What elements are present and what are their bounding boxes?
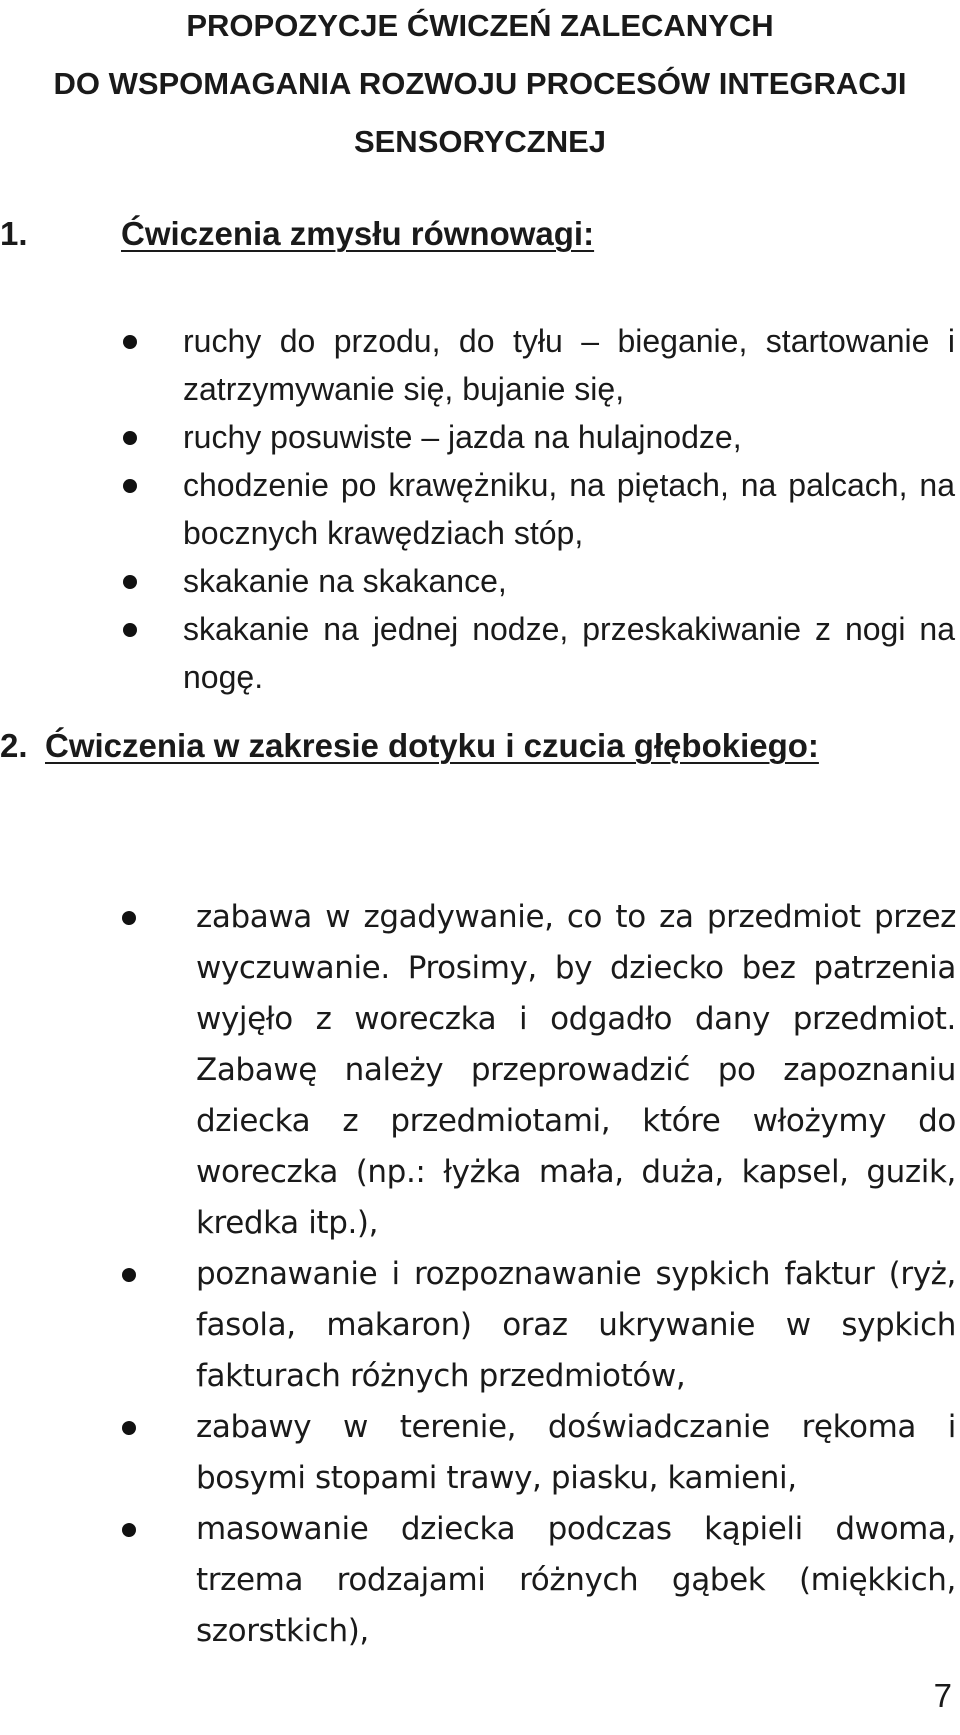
section-1-list [183, 317, 955, 701]
section-2-list [196, 892, 956, 1657]
bullet-icon [123, 623, 137, 637]
list-item [196, 892, 956, 1249]
list-item-text: ruchy posuwiste – jazda na hulajnodze, [183, 419, 742, 455]
document-title-line-3: SENSORYCZNEJ [353, 124, 607, 159]
section-1-number: 1. [0, 215, 28, 252]
list-item-text: skakanie na skakance, [183, 563, 507, 599]
document-title-line-2: DO WSPOMAGANIA ROZWOJU PROCESÓW INTEGRACJI [53, 66, 907, 101]
list-item [196, 1504, 956, 1657]
list-item [183, 557, 955, 605]
list-item-text: poznawanie i rozpoznawanie sypkich faktur (ryż, fasola, makaron) oraz ukrywanie w sypkich fakturach różnych przedmiotów, [196, 1256, 956, 1394]
list-item [196, 1402, 956, 1504]
list-item-text: masowanie dziecka podczas kąpieli dwoma, trzema rodzajami różnych gąbek (miękkich, szorstkich), [196, 1511, 956, 1649]
bullet-icon [122, 1523, 136, 1537]
bullet-icon [123, 479, 137, 493]
list-item [183, 605, 955, 701]
list-item-text: chodzenie po krawężniku, na piętach, na palcach, na bocznych krawędziach stóp, [183, 467, 955, 551]
bullet-icon [123, 431, 137, 445]
page-number: 7 [933, 1677, 952, 1714]
list-item-text: ruchy do przodu, do tyłu – bieganie, startowanie i zatrzymywanie się, bujanie się, [183, 323, 955, 407]
document-title-line-1: PROPOZYCJE ĆWICZEŃ ZALECANYCH [186, 8, 774, 43]
list-item [196, 1249, 956, 1402]
list-item-text: zabawy w terenie, doświadczanie rękoma i bosymi stopami trawy, piasku, kamieni, [196, 1409, 956, 1496]
bullet-icon [122, 1268, 136, 1282]
bullet-icon [122, 1421, 136, 1435]
list-item [183, 317, 955, 413]
section-2-title: Ćwiczenia w zakresie dotyku i czucia głębokiego: [45, 727, 819, 764]
list-item [183, 461, 955, 557]
bullet-icon [123, 335, 137, 349]
section-2-number: 2. [0, 727, 28, 764]
bullet-icon [123, 575, 137, 589]
bullet-icon [122, 911, 136, 925]
list-item [183, 413, 955, 461]
section-1-title: Ćwiczenia zmysłu równowagi: [121, 215, 595, 252]
list-item-text: skakanie na jednej nodze, przeskakiwanie z nogi na nogę. [183, 611, 955, 695]
list-item-text: zabawa w zgadywanie, co to za przedmiot przez wyczuwanie. Prosimy, by dziecko bez patrzenia wyjęło z woreczka i odgadło dany przedmiot. Zabawę należy przeprowadzić po zapoznaniu dziecka z przedmiotami, które włożymy do woreczka (np.: łyżka mała, duża, kapsel, guzik, kredka itp.), [196, 899, 956, 1241]
